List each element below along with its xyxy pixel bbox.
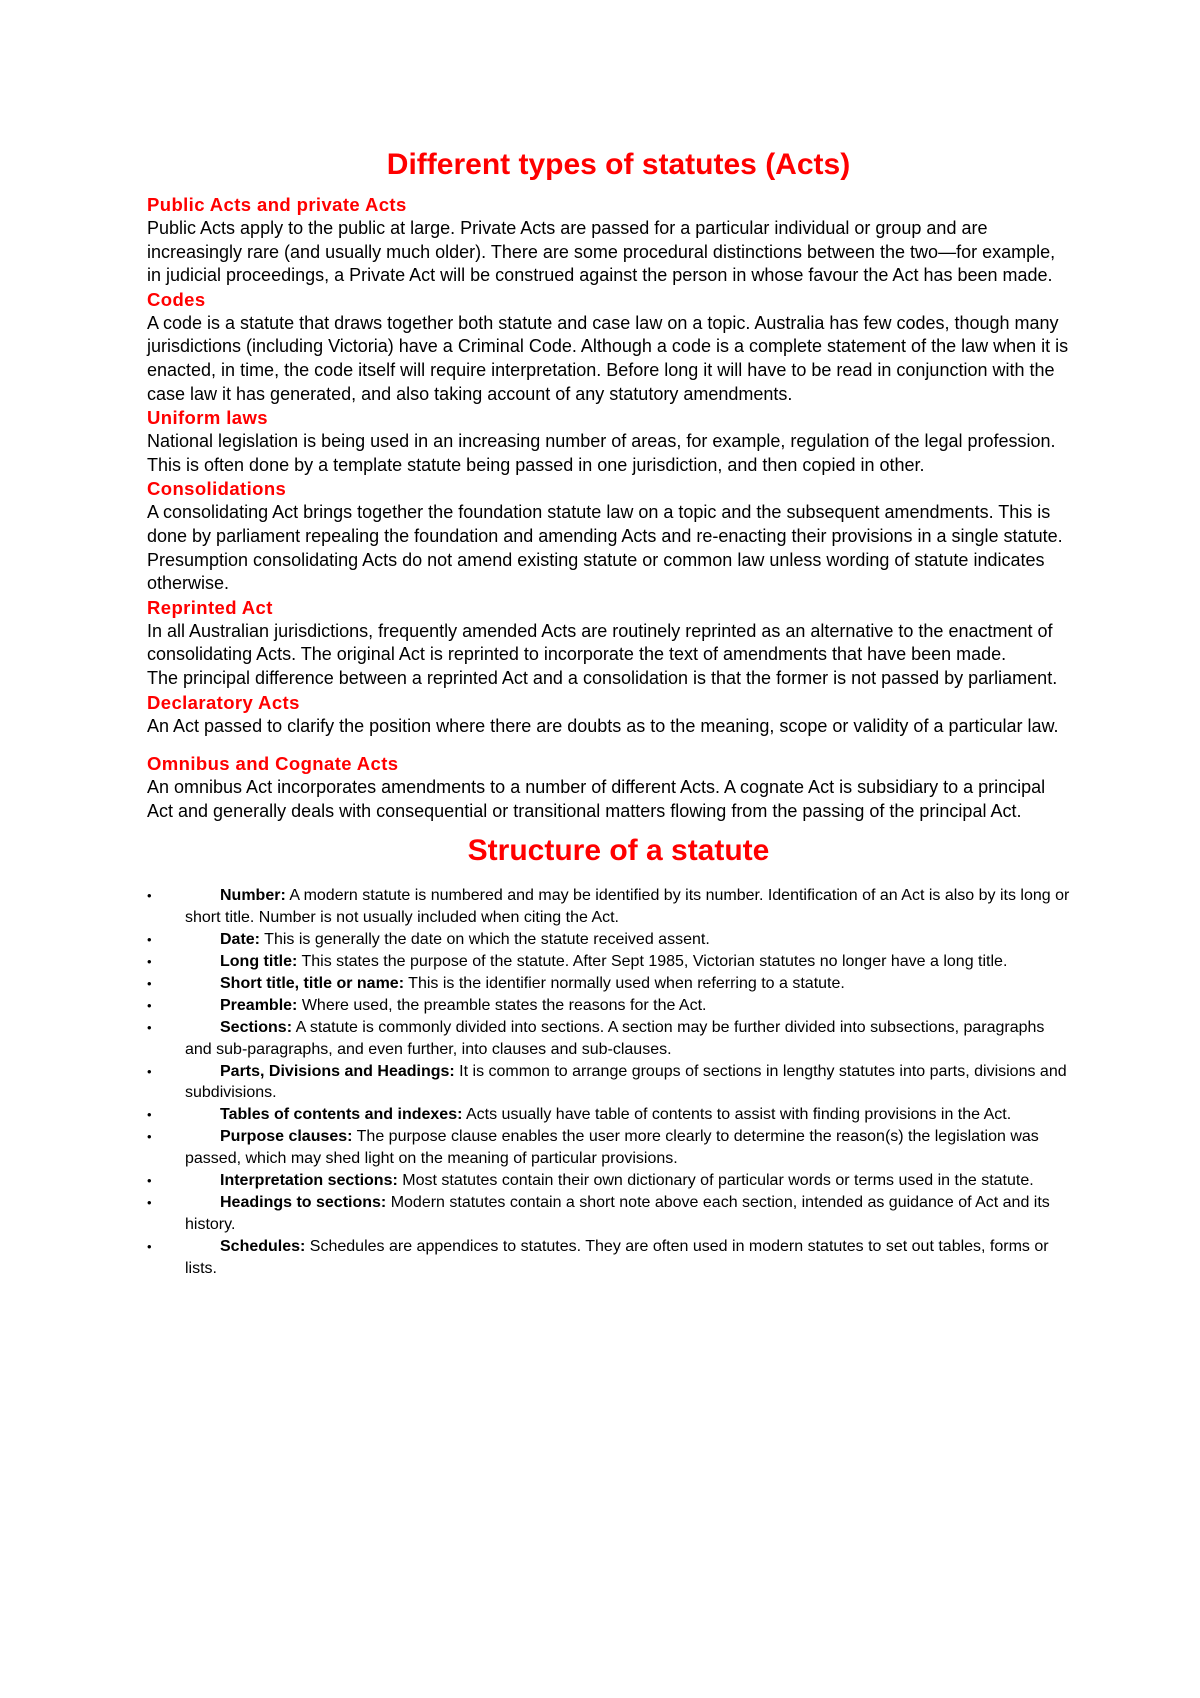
section-heading: Omnibus and Cognate Acts: [147, 753, 399, 775]
list-item: [147, 929, 1070, 951]
item-term: Interpretation sections:: [220, 1172, 398, 1190]
bullet-icon: •: [147, 975, 152, 991]
bullet-icon: •: [147, 1173, 152, 1189]
section-paragraph: A consolidating Act brings together the foundation statute law on a topic and the subsequent amendments. This is done by parliament repealing the foundation and amending Acts and re-enacting their provisions in a single statute. Presumption consolidating Acts do not amend existing statute or common law unless wording of statute indicates otherwise.: [147, 502, 1063, 594]
section-paragraph: In all Australian jurisdictions, frequently amended Acts are routinely reprinted as an alternative to the enactment of consolidating Acts. The original Act is reprinted to incorporate the text of amendments that have been made.: [147, 620, 1053, 665]
section-paragraph: National legislation is being used in an increasing number of areas, for example, regulation of the legal profession. This is often done by a template statute being passed in one jurisdiction, and then copied in other.: [147, 431, 1056, 475]
list-item: [147, 1236, 1070, 1280]
bullet-icon: •: [147, 997, 152, 1013]
item-term: Short title, title or name:: [220, 974, 405, 992]
section-paragraph: The principal difference between a reprinted Act and a consolidation is that the former is not passed by parliament.: [147, 667, 1058, 688]
section-paragraph: An omnibus Act incorporates amendments to a number of different Acts. A cognate Act is subsidiary to a principal Act and generally deals with consequential or transitional matters flowing from the passing of the principal Act.: [147, 777, 1046, 821]
spacer: [147, 738, 1070, 752]
item-term: Preamble:: [220, 996, 298, 1014]
bullet-icon: •: [147, 1063, 152, 1079]
list-item: [147, 1170, 1070, 1192]
item-term: Number:: [220, 887, 286, 905]
section-public-private: [147, 193, 1070, 288]
list-item: [147, 973, 1070, 995]
section-heading: Uniform laws: [147, 407, 268, 429]
item-text: Where used, the preamble states the reasons for the Act.: [297, 996, 707, 1014]
bullet-icon: •: [147, 1129, 152, 1145]
bullet-icon: •: [147, 932, 152, 948]
section-declaratory-acts: [147, 691, 1070, 739]
list-item: [147, 1192, 1070, 1236]
list-item: [147, 1061, 1070, 1105]
section-uniform-laws: [147, 406, 1070, 477]
structure-list: [147, 885, 1070, 1279]
list-item: [147, 1017, 1070, 1061]
item-term: Sections:: [220, 1018, 293, 1036]
section-omnibus-cognate: [147, 752, 1070, 823]
bullet-icon: •: [147, 1019, 152, 1035]
list-item: [147, 1104, 1070, 1126]
list-item: [147, 885, 1070, 929]
section-heading: Codes: [147, 288, 206, 310]
bullet-icon: •: [147, 954, 152, 969]
section-heading: Reprinted Act: [147, 596, 273, 618]
item-term: Tables of contents and indexes:: [220, 1106, 463, 1124]
section-codes: [147, 288, 1070, 406]
list-item: [147, 951, 1070, 973]
list-item: [147, 1126, 1070, 1170]
section-heading: Declaratory Acts: [147, 691, 300, 713]
page-title: Different types of statutes (Acts): [386, 148, 851, 181]
item-text: It is common to arrange groups of sections in lengthy statutes into parts, divisions and subdivisions.: [185, 1062, 1067, 1102]
item-term: Purpose clauses:: [220, 1128, 353, 1146]
item-term: Parts, Divisions and Headings:: [220, 1062, 455, 1080]
section-consolidations: [147, 477, 1070, 595]
section-paragraph: An Act passed to clarify the position where there are doubts as to the meaning, scope or validity of a particular law.: [147, 715, 1059, 736]
section-paragraph: Public Acts apply to the public at large. Private Acts are passed for a particular individual or group and are increasingly rare (and usually much older). There are some procedural distinctions between the two—for example, in judicial proceedings, a Private Act will be construed against the person in whose favour the Act has been made.: [147, 218, 1056, 286]
item-text: Most statutes contain their own dictionary of particular words or terms used in the statute.: [397, 1172, 1034, 1190]
item-term: Schedules:: [220, 1237, 306, 1255]
section-heading: Consolidations: [147, 478, 287, 500]
section-heading: Public Acts and private Acts: [147, 194, 407, 215]
item-text: Schedules are appendices to statutes. They are often used in modern statutes to set out tables, forms or lists.: [185, 1237, 1049, 1277]
item-text: A modern statute is numbered and may be identified by its number. Identification of an Act is also by its long or short title. Number is not usually included when citing the Act.: [185, 887, 1070, 927]
item-text: This is generally the date on which the statute received assent.: [260, 931, 710, 949]
bullet-icon: •: [147, 1107, 152, 1123]
item-text: Acts usually have table of contents to assist with finding provisions in the Act.: [462, 1106, 1012, 1124]
bullet-icon: •: [147, 1194, 152, 1210]
item-text: This states the purpose of the statute. After Sept 1985, Victorian statutes no longer have a long title.: [297, 953, 1008, 970]
item-text: This is the identifier normally used when referring to a statute.: [404, 974, 845, 992]
section-paragraph: A code is a statute that draws together both statute and case law on a topic. Australia has few codes, though many jurisdictions (including Victoria) have a Criminal Code. Although a code is a complete statement of the law when it is enacted, in time, the code itself will require interpretation. Before long it will have to be read in conjunction with the case law it has generated, and also taking account of any statutory amendments.: [147, 312, 1069, 404]
item-term: Long title:: [220, 953, 298, 970]
item-term: Headings to sections:: [220, 1193, 387, 1211]
section-reprinted-act: [147, 596, 1070, 691]
item-term: Date:: [220, 931, 261, 949]
item-text: The purpose clause enables the user more clearly to determine the reason(s) the legislation was passed, which may shed light on the meaning of particular provisions.: [185, 1128, 1039, 1168]
structure-title: Structure of a statute: [467, 834, 770, 868]
bullet-icon: •: [147, 1238, 152, 1254]
list-item: [147, 995, 1070, 1017]
item-text: Modern statutes contain a short note above each section, intended as guidance of Act and its history.: [185, 1193, 1050, 1233]
bullet-icon: •: [147, 888, 152, 904]
item-text: A statute is commonly divided into sections. A section may be further divided into subsections, paragraphs and sub-paragraphs, and even further, into clauses and sub-clauses.: [185, 1018, 1045, 1058]
